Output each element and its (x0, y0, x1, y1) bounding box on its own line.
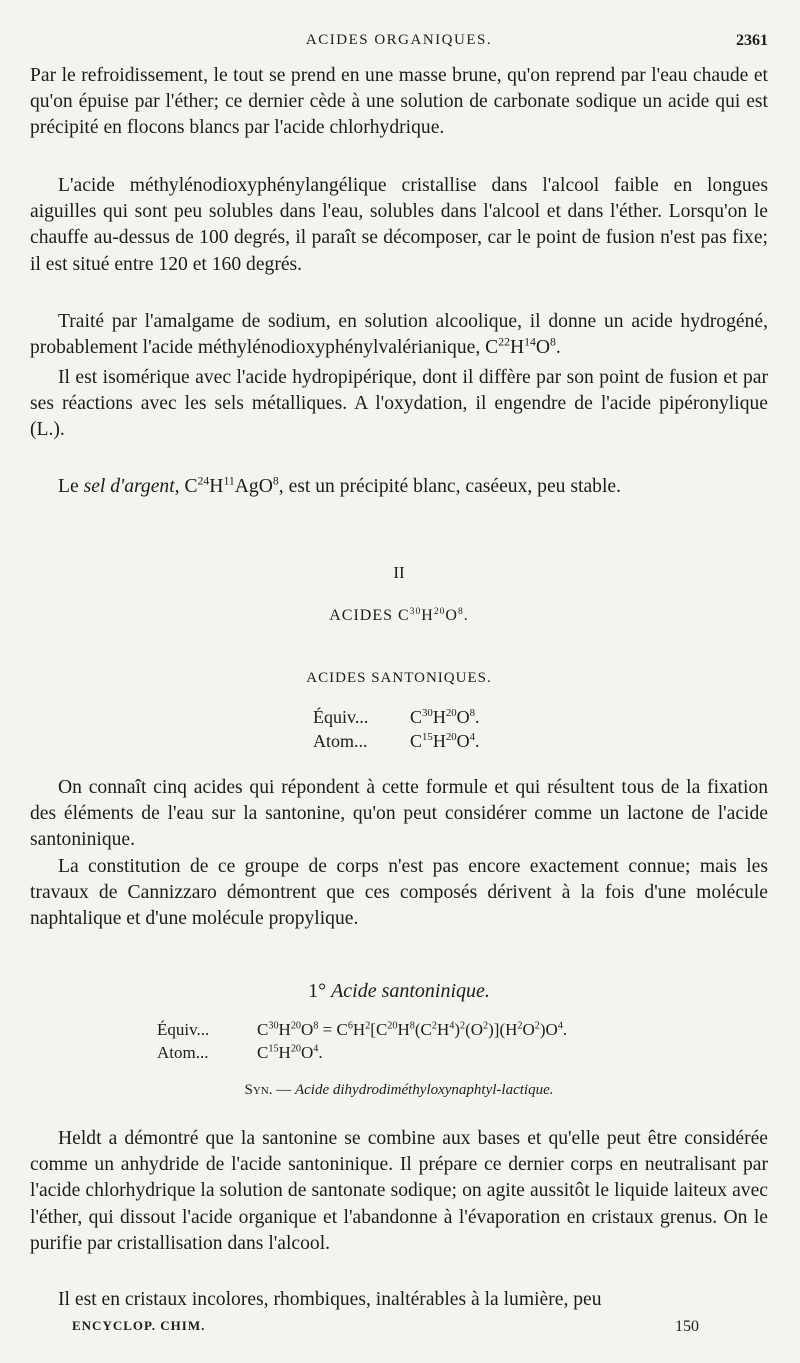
atom-santoninique-row: Atom... $C^{15}H^{20}O^4$. (157, 1043, 323, 1062)
synonym-line: Syn. — Acide dihydrodiméthyloxynaphtyl-lactique. (244, 1082, 554, 1098)
atom-formula-row: Atom... $C^{15}H^{20}O^4$. (313, 730, 480, 751)
paragraph-amalgame: Traité par l'amalgame de sodium, en solution alcoolique, il donne un acide hydrogéné, probablement l'acide méthylénodioxyphénylvalérianique, $C^{22}H^{14}O^8$. (30, 311, 768, 359)
paragraph-heldt: Heldt a démontré que la santonine se combine aux bases et qu'elle peut être considérée comme un anhydride de l'acide santoninique. Il prépare ce dernier corps en neutralisant par l'acide chlorhydrique la solution de santonate sodique; on agite aussitôt le liquide laiteux avec l'éther, qui dissout l'acide organique et l'abandonne à l'évaporation en cristaux grenus. On le purifie par cristallisation dans l'alcool. (30, 1128, 768, 1254)
paragraph-acide-methylenodioxy: L'acide méthylénodioxyphénylangélique cristallise dans l'alcool faible en longues aiguilles qui sont peu solubles dans l'eau, solubles dans l'alcool et dans l'éther. Lorsqu'on le chauffe au-dessus de 100 degrés, il paraît se décomposer, car le point de fusion n'est pas fixe; il est situé entre 120 et 160 degrés. (30, 175, 768, 275)
section-roman-numeral: II (393, 563, 405, 582)
paragraph-refroidissement: Par le refroidissement, le tout se prend en une masse brune, qu'on reprend par l'eau chaude et qu'on épuise par l'éther; ce dernier cède à une solution de carbonate sodique un acide qui est précipité en flocons blancs par l'acide chlorhydrique. (30, 65, 768, 139)
running-header (30, 32, 768, 54)
paragraph-cristaux-incolores: Il est en cristaux incolores, rhombiques, inaltérables à la lumière, peu (58, 1289, 602, 1310)
paragraph-cinq-acides: On connaît cinq acides qui répondent à cette formule et qui résultent tous de la fixation des éléments de l'eau sur la santonine, qu'on peut considérer comme un lactone de l'acide santoninique. (30, 777, 768, 851)
page-number: 2361 (736, 32, 768, 49)
subheading-acides-santoniques: ACIDES SANTONIQUES. (306, 670, 492, 686)
running-title: ACIDES ORGANIQUES. (305, 32, 493, 48)
footer-encyclopedia-label: ENCYCLOP. CHIM. (72, 1318, 206, 1333)
footer-signature-number: 150 (675, 1318, 699, 1335)
equiv-santoninique-row: Équiv... $C^{30}H^{20}O^8 = C^6H^2[C^{20}H^8(C^2H^4)^2(O^2)](H^2O^2)O^4$. (157, 1020, 568, 1039)
section-heading-acides: ACIDES $C^{30}H^{20}O^8$. (329, 605, 469, 624)
subsection-title-acide-santoninique: 1° Acide santoninique. (308, 980, 490, 1002)
paragraph-constitution: La constitution de ce groupe de corps n'est pas encore exactement connue; mais les travaux de Cannizzaro démontrent que ces composés dérivent à la fois d'une molécule naphtalique et d'une molécule propylique. (30, 856, 768, 930)
paragraph-isomerique: Il est isomérique avec l'acide hydropipérique, dont il diffère par son point de fusion et par ses réactions avec les sels métalliques. A l'oxydation, il engendre de l'acide pipéronylique (L.). (30, 367, 768, 441)
equiv-formula-row: Équiv... $C^{30}H^{20}O^8$. (313, 706, 480, 727)
paragraph-sel-argent: Le sel d'argent, $C^{24}H^{11}AgO^8$, est un précipité blanc, caséeux, peu stable. (58, 474, 621, 497)
page-footer (30, 1318, 768, 1340)
